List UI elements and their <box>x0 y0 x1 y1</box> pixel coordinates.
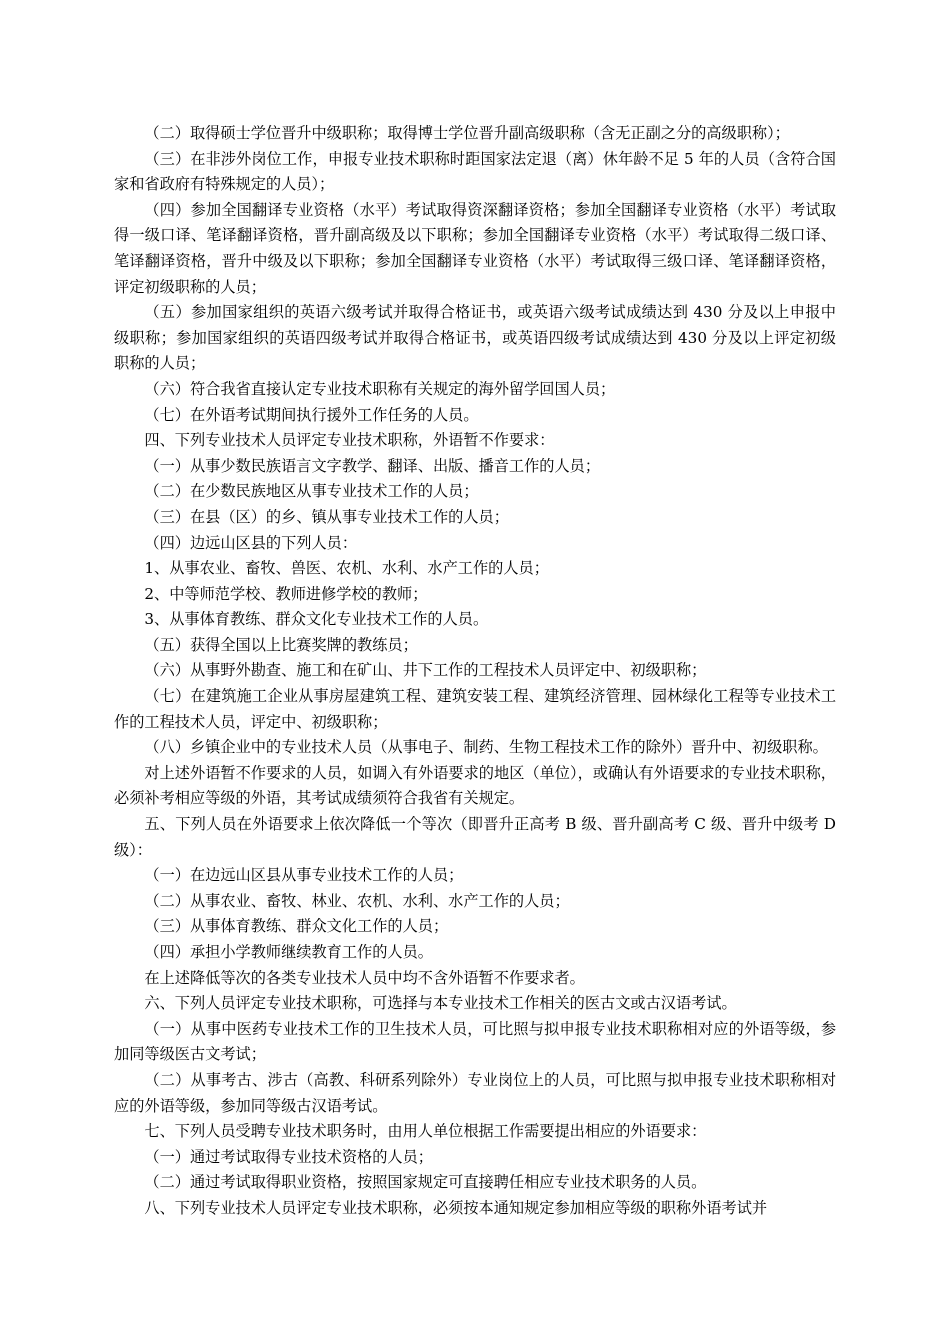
paragraph: 对上述外语暂不作要求的人员，如调入有外语要求的地区（单位），或确认有外语要求的专业技术职称，必须补考相应等级的外语，其考试成绩须符合我省有关规定。 <box>114 763 836 808</box>
paragraph: （七）在外语考试期间执行援外工作任务的人员。 <box>144 405 479 424</box>
paragraph: 在上述降低等次的各类专业技术人员中均不含外语暂不作要求者。 <box>144 968 585 987</box>
section-heading: 五、下列人员在外语要求上依次降低一个等次（即晋升正高考 B 级、晋升副高考 C 级、晋升中级考 D 级）： <box>114 815 836 859</box>
paragraph: （四）参加全国翻译专业资格（水平）考试取得资深翻译资格；参加全国翻译专业资格（水平）考试取得一级口译、笔译翻译资格，晋升副高级及以下职称；参加全国翻译专业资格（水平）考试取得二级口译、笔译翻译资格，晋升中级及以下职称；参加全国翻译专业资格（水平）考试取得三级口译、笔译翻译资格，评定初级职称的人员； <box>114 200 836 296</box>
document-body <box>114 121 836 1222</box>
paragraph: （七）在建筑施工企业从事房屋建筑工程、建筑安装工程、建筑经济管理、园林绿化工程等专业技术工作的工程技术人员，评定中、初级职称； <box>114 687 836 731</box>
paragraph: （八）乡镇企业中的专业技术人员（从事电子、制药、生物工程技术工作的除外）晋升中、初级职称。 <box>144 738 828 757</box>
paragraph: （六）从事野外勘查、施工和在矿山、井下工作的工程技术人员评定中、初级职称； <box>144 661 707 680</box>
paragraph: （三）从事体育教练、群众文化工作的人员； <box>144 917 449 936</box>
paragraph: 2、中等师范学校、教师进修学校的教师； <box>144 584 428 603</box>
paragraph: （二）从事农业、畜牧、林业、农机、水利、水产工作的人员； <box>144 891 570 910</box>
paragraph: （二）通过考试取得职业资格，按照国家规定可直接聘任相应专业技术职务的人员。 <box>144 1173 707 1192</box>
section-heading: 六、下列人员评定专业技术职称，可选择与本专业技术工作相关的医古文或古汉语考试。 <box>144 994 737 1013</box>
paragraph: 1、从事农业、畜牧、兽医、农机、水利、水产工作的人员； <box>144 559 549 578</box>
section-heading: 八、下列专业技术人员评定专业技术职称，必须按本通知规定参加相应等级的职称外语考试并 <box>144 1198 768 1217</box>
paragraph: （五）参加国家组织的英语六级考试并取得合格证书，或英语六级考试成绩达到 430 分及以上申报中级职称；参加国家组织的英语四级考试并取得合格证书，或英语四级考试成绩达到 430 分及以上评定初级职称的人员； <box>114 303 836 373</box>
paragraph: （四）承担小学教师继续教育工作的人员。 <box>144 943 433 961</box>
section-heading: 四、下列专业技术人员评定专业技术职称，外语暂不作要求： <box>144 431 555 450</box>
paragraph: （一）从事中医药专业技术工作的卫生技术人员，可比照与拟申报专业技术职称相对应的外语等级，参加同等级医古文考试； <box>114 1019 836 1064</box>
paragraph: （二）在少数民族地区从事专业技术工作的人员； <box>144 482 479 501</box>
paragraph: （二）取得硕士学位晋升中级职称；取得博士学位晋升副高级职称（含无正副之分的高级职称）； <box>144 124 790 142</box>
paragraph: （二）从事考古、涉古（高教、科研系列除外）专业岗位上的人员，可比照与拟申报专业技术职称相对应的外语等级，参加同等级古汉语考试。 <box>114 1070 836 1115</box>
paragraph: （四）边远山区县的下列人员： <box>144 533 358 552</box>
paragraph: （五）获得全国以上比赛奖牌的教练员； <box>144 635 418 654</box>
section-heading: 七、下列人员受聘专业技术职务时，由用人单位根据工作需要提出相应的外语要求： <box>144 1122 707 1141</box>
paragraph: （一）从事少数民族语言文字教学、翻译、出版、播音工作的人员； <box>144 456 601 475</box>
paragraph: 3、从事体育教练、群众文化专业技术工作的人员。 <box>144 610 489 629</box>
paragraph: （一）在边远山区县从事专业技术工作的人员； <box>144 866 464 885</box>
paragraph: （三）在县（区）的乡、镇从事专业技术工作的人员； <box>144 507 509 526</box>
paragraph: （三）在非涉外岗位工作，申报专业技术职称时距国家法定退（离）休年龄不足 5 年的人员（含符合国家和省政府有特殊规定的人员）； <box>114 149 836 194</box>
paragraph: （一）通过考试取得专业技术资格的人员； <box>144 1147 433 1166</box>
paragraph: （六）符合我省直接认定专业技术职称有关规定的海外留学回国人员； <box>144 379 616 398</box>
